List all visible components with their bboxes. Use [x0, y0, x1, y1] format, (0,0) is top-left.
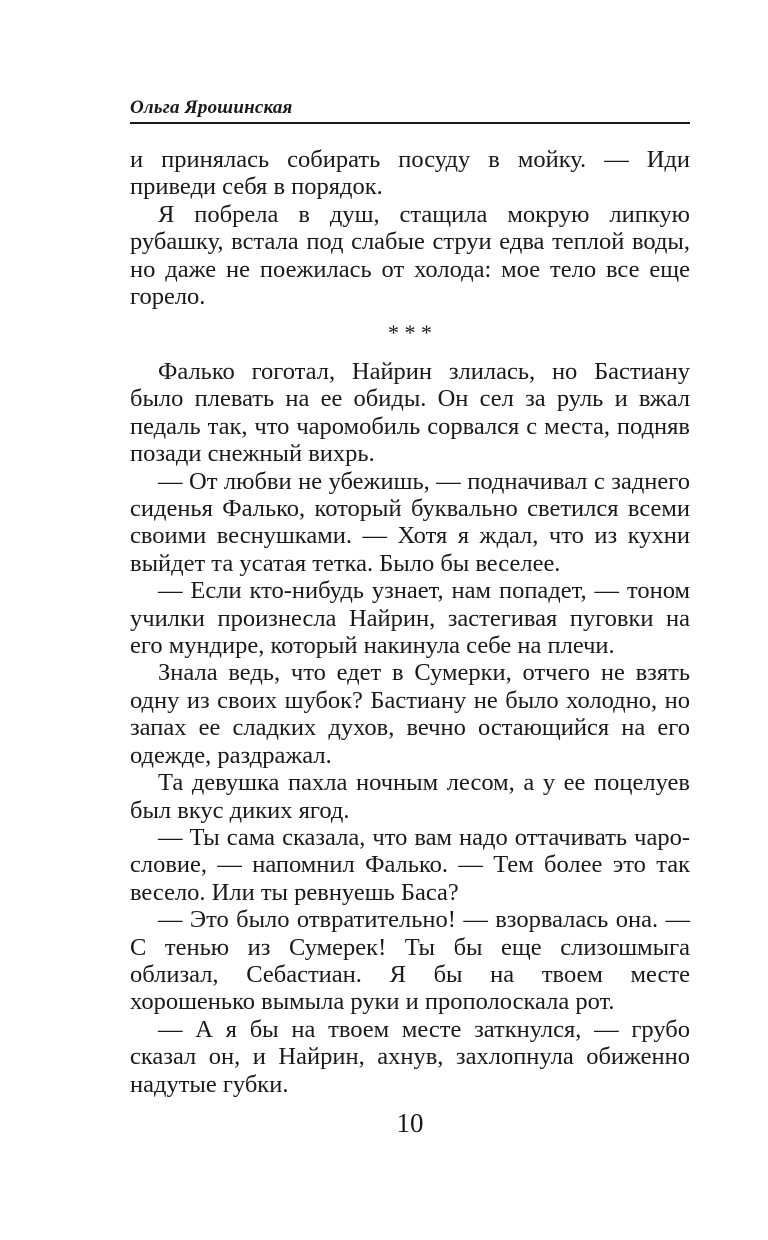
paragraph: — А я бы на твоем месте заткнулся, — грубо сказал он, и Найрин, ахнув, захлопнула обиженно надутые губки. [130, 1015, 690, 1098]
paragraph: — От любви не убежишь, — подначивал с заднего сиденья Фалько, который буквально светился всеми своими веснушками. — Хотя я ждал, что из кухни выйдет та усатая тетка. Было бы веселее. [130, 467, 690, 577]
running-head-author: Ольга Ярошинская [130, 97, 293, 118]
page-number: 10 [396, 1108, 424, 1138]
paragraph: Фалько гоготал, Найрин злилась, но Бастиану было плевать на ее обиды. Он сел за руль и вжал педаль так, что чаромобиль сорвался с места, подняв позади снежный вихрь. [130, 358, 690, 468]
paragraph: — Это было отвратительно! — взорвалась она. — С тенью из Сумерек! Ты бы еще слизошмыга облизал, Себастиан. Я бы на твоем месте хорошенько вымыла руки и прополоскала рот. [130, 906, 690, 1016]
text-block-top [130, 146, 690, 310]
section-separator: * * * [388, 320, 432, 345]
paragraph: — Если кто-нибудь узнает, нам попадет, — тоном училки произнесла Найрин, застегивая пуговки на его мундире, который накинула себе на плечи. [130, 577, 690, 660]
header-rule [130, 122, 690, 124]
paragraph: Я побрела в душ, стащила мокрую липкую рубашку, встала под слабые струи едва теплой воды, но даже не поежилась от холода: мое тело все еще горело. [130, 200, 690, 311]
paragraph: — Ты сама сказала, что вам надо оттачивать чарословие, — напомнил Фалько. — Тем более это так весело. Или ты ревнуешь Баса? [130, 823, 690, 906]
text-block-main [130, 358, 690, 1098]
book-page [130, 0, 690, 1240]
paragraph: Та девушка пахла ночным лесом, а у ее поцелуев был вкус диких ягод. [130, 769, 690, 824]
paragraph: Знала ведь, что едет в Сумерки, отчего не взять одну из своих шубок? Бастиану не было холодно, но запах ее сладких духов, вечно остающийся на его одежде, раздражал. [130, 659, 690, 769]
paragraph: и принялась собирать посуду в мойку. — Иди приведи себя в порядок. [130, 146, 690, 201]
